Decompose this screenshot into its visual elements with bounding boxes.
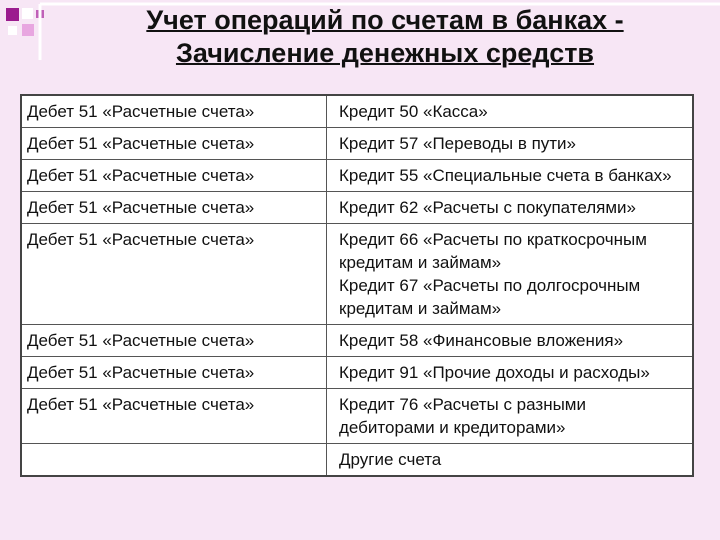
credit-cell — [327, 389, 694, 444]
entries-table — [20, 94, 694, 477]
credit-cell — [327, 95, 694, 128]
credit-cell — [327, 160, 694, 192]
credit-entry: Кредит 55 «Специальные счета в банках» — [339, 166, 672, 185]
credit-entry: Кредит 57 «Переводы в пути» — [339, 134, 577, 153]
debit-cell — [21, 444, 327, 477]
debit-cell: Дебет 51 «Расчетные счета» — [21, 160, 327, 192]
credit-entry: Кредит 76 «Расчеты с разными дебиторами и кредиторами» — [339, 395, 586, 437]
table-row — [21, 192, 693, 224]
table-row — [21, 444, 693, 477]
title-line-2: Зачисление денежных средств — [175, 38, 595, 68]
debit-cell: Дебет 51 «Расчетные счета» — [21, 128, 327, 160]
credit-entry: Кредит 66 «Расчеты по краткосрочным кредитам и займам» — [339, 230, 647, 272]
debit-cell: Дебет 51 «Расчетные счета» — [21, 357, 327, 389]
credit-entry: Кредит 67 «Расчеты по долгосрочным кредитам и займам» — [339, 276, 641, 318]
credit-cell — [327, 444, 694, 477]
deco-square-white-2 — [8, 26, 17, 35]
credit-cell — [327, 325, 694, 357]
table-row — [21, 389, 693, 444]
credit-cell — [327, 224, 694, 325]
table-row — [21, 325, 693, 357]
deco-square-pink — [22, 24, 34, 36]
credit-cell — [327, 192, 694, 224]
deco-square-white-1 — [22, 8, 33, 19]
table-row — [21, 128, 693, 160]
title-line-1: Учет операций по счетам в банках - — [146, 5, 624, 35]
credit-cell — [327, 357, 694, 389]
credit-entry: Другие счета — [339, 450, 442, 469]
credit-entry: Кредит 58 «Финансовые вложения» — [339, 331, 624, 350]
credit-entry: Кредит 62 «Расчеты с покупателями» — [339, 198, 637, 217]
table-row — [21, 357, 693, 389]
table-row — [21, 95, 693, 128]
debit-cell: Дебет 51 «Расчетные счета» — [21, 192, 327, 224]
table-row — [21, 160, 693, 192]
debit-cell: Дебет 51 «Расчетные счета» — [21, 325, 327, 357]
debit-cell: Дебет 51 «Расчетные счета» — [21, 224, 327, 325]
entries-table-body — [21, 95, 693, 476]
debit-cell: Дебет 51 «Расчетные счета» — [21, 95, 327, 128]
page-title — [60, 4, 710, 70]
credit-entry: Кредит 91 «Прочие доходы и расходы» — [339, 363, 650, 382]
credit-cell — [327, 128, 694, 160]
credit-entry: Кредит 50 «Касса» — [339, 102, 488, 121]
debit-cell: Дебет 51 «Расчетные счета» — [21, 389, 327, 444]
deco-square-large — [6, 8, 19, 21]
table-row — [21, 224, 693, 325]
